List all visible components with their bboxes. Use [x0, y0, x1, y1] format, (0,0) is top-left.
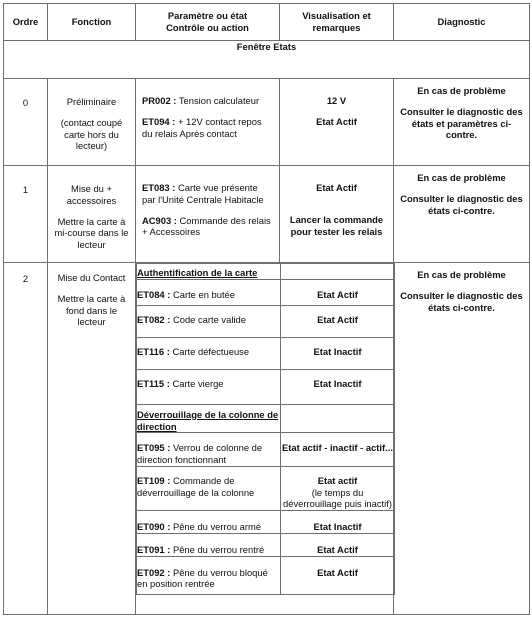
param-item — [137, 279, 281, 305]
param-code: ET092 : — [137, 566, 171, 578]
vis-value: Lancer la commande pour tester les relais — [289, 213, 384, 237]
row-diagnostic — [394, 166, 530, 263]
param-text: Pêne du verrou bloqué en position rentrée — [137, 566, 268, 590]
param-code: ET082 : — [137, 313, 171, 325]
fonction-text: Préliminaire — [66, 96, 117, 107]
header-fonction: Fonction — [48, 4, 136, 41]
param-text: Pêne du verrou rentré — [170, 543, 265, 555]
header-parametre — [136, 4, 280, 41]
param-code: ET115 : — [137, 377, 170, 389]
param-code: ET109 : — [137, 474, 171, 486]
vis-value: Etat Actif — [316, 115, 357, 127]
vis-value: Etat Actif — [281, 305, 395, 337]
row-diagnostic — [394, 79, 530, 166]
vis-value: Etat Inactif — [281, 369, 395, 404]
header-visualisation-line2: remarques — [312, 22, 361, 33]
param-code: ET095 : — [137, 442, 171, 454]
vis-cell — [281, 466, 395, 510]
vis-value: Etat actif - inactif - actif... — [281, 433, 395, 467]
param-item — [137, 556, 281, 595]
vis-note: (le temps du déverrouillage puis inactif) — [283, 486, 392, 510]
param-item — [137, 369, 281, 404]
param-text: Carte vierge — [169, 377, 224, 389]
header-visualisation-line1: Visualisation et — [302, 10, 371, 22]
vis-value: Etat Actif — [281, 533, 395, 556]
param-row — [137, 466, 395, 510]
param-code: PR002 : — [142, 95, 177, 106]
diag-text: Consulter le diagnostic des états ci-contre. — [400, 289, 523, 313]
diag-text: Consulter le diagnostic des états ci-contre. — [400, 192, 523, 216]
param-row — [137, 337, 395, 369]
header-row — [4, 4, 530, 41]
param-item — [142, 215, 273, 239]
param-item — [142, 95, 273, 107]
vis-value: Etat Actif — [281, 279, 395, 305]
group-title: Authentification de la carte — [137, 264, 281, 280]
table-row — [4, 263, 530, 615]
param-text: Carte défectueuse — [169, 345, 250, 357]
group-header — [137, 404, 395, 433]
param-code: ET094 : — [142, 115, 176, 127]
param-code: ET090 : — [137, 521, 171, 532]
row-diagnostic — [394, 263, 530, 615]
row-fonction — [48, 79, 136, 166]
vis-value: Etat Inactif — [281, 337, 395, 369]
fonction-text: Mettre la carte à fond dans le lecteur — [57, 292, 126, 328]
param-row — [137, 433, 395, 467]
header-diagnostic: Diagnostic — [394, 4, 530, 41]
fonction-text: (contact coupé carte hors du lecteur) — [60, 116, 123, 152]
param-text: Code carte valide — [170, 313, 246, 325]
header-ordre: Ordre — [4, 4, 48, 41]
vis-value: 12 V — [326, 95, 347, 106]
table-row — [4, 166, 530, 263]
param-code: ET091 : — [137, 543, 171, 555]
vis-value: Etat Actif — [316, 182, 357, 193]
param-item — [137, 533, 281, 556]
param-code: ET083 : — [142, 182, 176, 193]
param-text: Tension calculateur — [176, 95, 260, 106]
diag-title: En cas de problème — [417, 85, 506, 96]
row-fonction — [48, 263, 136, 615]
row-parametres-groups — [136, 263, 394, 615]
param-code: ET084 : — [137, 288, 171, 300]
row-ordre: 1 — [4, 166, 48, 263]
fonction-text: Mise du + accessoires — [66, 183, 117, 206]
param-item — [137, 337, 281, 369]
section-title: Fenêtre Etats — [4, 41, 530, 79]
diag-text: Consulter le diagnostic des états et paramètres ci-contre. — [400, 105, 523, 141]
param-text: Carte en butée — [170, 288, 235, 300]
row-parametres — [136, 166, 280, 263]
row-ordre: 0 — [4, 79, 48, 166]
param-item — [137, 433, 281, 467]
param-code: ET116 : — [137, 345, 170, 357]
diag-title: En cas de problème — [417, 172, 506, 183]
row-ordre: 2 — [4, 263, 48, 615]
param-item — [137, 511, 281, 534]
param-item — [142, 182, 273, 206]
diagnostic-table — [3, 3, 530, 615]
param-item — [142, 116, 273, 140]
param-text: Commande de déverrouillage de la colonne — [137, 474, 255, 498]
param-text: Commande des relais + Accessoires — [142, 214, 271, 238]
row-parametres — [136, 79, 280, 166]
header-parametre-line2: Contrôle ou action — [166, 22, 249, 33]
fonction-text: Mise du Contact — [57, 272, 126, 283]
vis-value: Etat actif — [317, 474, 358, 486]
params-inner-table — [136, 263, 395, 595]
param-item — [137, 305, 281, 337]
param-text: Carte vue présente par l'Unité Centrale Habitacle — [142, 182, 264, 205]
param-row — [137, 511, 395, 534]
param-item — [137, 466, 281, 510]
section-band — [4, 41, 530, 79]
param-text: Verrou de colonne de direction fonctionnant — [137, 442, 263, 465]
diag-title: En cas de problème — [417, 269, 506, 280]
param-text: + 12V contact repos du relais Après contact — [142, 115, 262, 139]
vis-value: Etat Actif — [281, 556, 395, 595]
fonction-text: Mettre la carte à mi-course dans le lecteur — [54, 215, 129, 250]
param-code: AC903 : — [142, 214, 177, 226]
param-row — [137, 533, 395, 556]
row-fonction — [48, 166, 136, 263]
param-row — [137, 279, 395, 305]
param-row — [137, 305, 395, 337]
param-row — [137, 369, 395, 404]
param-text: Pêne du verrou armé — [170, 521, 262, 532]
table-row — [4, 79, 530, 166]
group-header — [137, 264, 395, 280]
row-visualisation — [280, 166, 394, 263]
header-visualisation — [280, 4, 394, 41]
header-parametre-line1: Paramètre ou état — [167, 10, 248, 22]
group-title: Déverrouillage de la colonne de direction — [137, 404, 281, 433]
param-row — [137, 556, 395, 595]
row-visualisation — [280, 79, 394, 166]
vis-value: Etat Inactif — [281, 511, 395, 534]
